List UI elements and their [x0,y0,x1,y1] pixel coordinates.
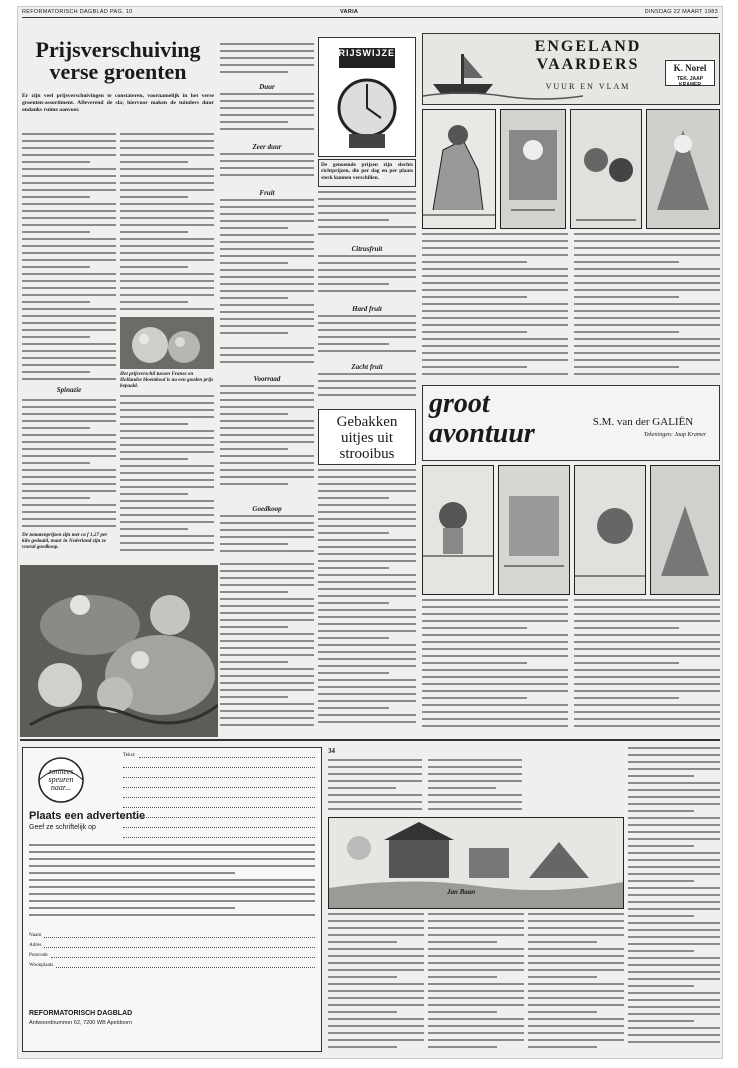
newspaper-sheet [17,6,723,1059]
field-adres-input[interactable] [44,942,315,948]
engeland-author-box [665,60,715,86]
prices-duur [220,93,314,137]
engeland-text-col1 [422,233,568,381]
groot-artist: Tekeningen: Jaap Kramer [643,432,707,438]
prijswijzer-text [318,191,416,241]
photo-groenten [20,565,218,737]
field-naam-label: Naam [29,932,42,938]
field-woonplaats-input[interactable] [56,962,315,968]
subhead-duur: Duur [259,83,275,91]
groot-author: S.M. van der GALIËN [592,416,694,428]
comic-panel-3 [570,109,642,229]
ad-subtitle: Geef ze schriftelijk op [29,824,96,831]
goedkoop-text [220,515,314,559]
serial-col1 [328,913,424,1053]
comic-panel-2 [500,109,566,229]
ad-footer: REFORMATORISCH DAGBLAD [29,1010,133,1017]
engeland-subtitle: VUUR EN VLAM [545,82,631,91]
groot-title-line2: avontuur [429,418,535,449]
article-body-col2b [120,395,214,555]
field-postcode-label: Postcode [29,952,48,958]
ad-title: Plaats een advertentie [29,810,146,822]
ad-tekst-label: Tekst: [123,752,136,758]
serial-signature: Jan Baan [447,888,476,896]
ad-fields [29,932,315,972]
field-woonplaats-label: Woonplaats [29,962,54,968]
subhead-voorraad: Voorraad [253,375,281,383]
prices-zeer-duur [220,153,314,183]
header-rule [22,17,718,18]
groot-panel-3 [574,465,646,595]
subhead-hard-fruit: Hard fruit [352,305,382,313]
serial-col3 [528,913,624,1053]
article-body-col1b [22,399,116,529]
prices-top [220,43,314,79]
section-divider [20,739,720,741]
ad-form [22,747,322,1052]
comic-panel-4 [646,109,720,229]
voorraad-text [220,385,314,495]
photo-bloemkool [120,317,214,369]
caption-bloemkool: Het prijsverschil tussen Franse en Hollandse bloemkool is na een goeden prijs bepaald. [120,371,214,389]
ad-footer-address: Antwoordnummer 62, 7200 WB Apeldoorn [29,1020,133,1026]
prijswijzer-title: PRIJSWIJZER [331,48,403,58]
field-naam-input[interactable] [44,932,315,938]
caption-groenten: De tomatenprijzen zijn met ca f 1,27 per kilo gedaald, maar in Nederland zijn ze vooral goedkoop. [22,532,108,550]
citrusfruit-text [318,255,416,299]
ad-tekst-line-3[interactable] [123,782,315,788]
article-body-col2 [120,133,214,313]
field-adres-label: Adres [29,942,42,948]
ad-badge-line3: naar... [50,783,72,792]
article-title-line2: verse groenten [49,59,187,84]
groot-text-col1 [422,599,568,733]
ad-tekst-line-8[interactable] [123,832,315,838]
prijswijzer-intro: De genoemde prijzen zijn slechts richtprijzen, die per dag en per plaats sterk kunnen verschillen. [318,159,416,187]
engeland-text-col2 [574,233,720,381]
ad-tekst-line-5[interactable] [123,802,315,808]
subhead-goedkoop: Goedkoop [252,505,282,513]
fruit-text-b [220,347,314,371]
goedkoop-text-b [220,563,314,733]
engeland-artist: TEK. JAAP KRAMER [676,76,704,88]
engeland-title-line2: VAARDERS [536,56,640,73]
groot-title-line1: groot [429,388,490,419]
ad-tekst-line-4[interactable] [123,792,315,798]
comic-panel-1 [422,109,496,229]
ad-badge-line2: speuren [48,775,74,784]
groot-panel-1 [422,465,494,595]
subhead-citrusfruit: Citrusfruit [351,245,383,253]
ad-text-area [123,752,315,842]
serial-number: 34 [328,747,335,755]
hard-fruit-text [318,315,416,359]
article-body-col1 [22,133,116,383]
zacht-fruit-text [318,373,416,403]
groot-text-col2 [574,599,720,733]
header-left: REFORMATORISCH DAGBLAD PAG. 10 [22,9,133,15]
subhead-spinazie: Spinazie [56,386,82,394]
gebakken-title-line3: strooibus [339,446,395,462]
ad-tekst-line-6[interactable] [123,812,315,818]
subhead-zacht-fruit: Zacht fruit [351,363,383,371]
groot-panel-4 [650,465,720,595]
header-right: DINSDAG 22 MAART 1983 [644,9,718,15]
ad-badge [29,754,93,806]
ad-tekst-line-7[interactable] [123,822,315,828]
serial-col4 [628,747,720,1053]
engeland-title-line1: ENGELAND [534,38,642,55]
engeland-header [422,33,720,105]
serial-text-top [328,759,422,813]
field-postcode-input[interactable] [51,952,315,958]
ad-tekst-line-1[interactable] [123,762,315,768]
subhead-fruit: Fruit [259,189,275,197]
gebakken-title-line2: uitjes uit [340,430,394,446]
ad-tekst-line-2[interactable] [123,772,315,778]
engeland-author: K. Norel [673,63,707,73]
groot-panel-2 [498,465,570,595]
gebakken-title-line1: Gebakken [336,414,398,430]
prijswijzer-logo [318,37,416,157]
ad-instructions [29,844,315,924]
gebakken-text [318,469,416,733]
ad-tekst-line-0[interactable] [139,752,315,758]
serial-col2 [428,913,524,1053]
fruit-text [220,199,314,339]
serial-text-top-2 [428,759,522,813]
article-title-line1: Prijsverschuiving [35,37,201,62]
article-lead: Er zijn veel prijsverschuivingen te constateren, voornamelijk in het verse groenten-assortiment. Afleverend de sla; hiervoor maken de tuinders duur ondanks ruime aanvoer. [22,93,214,113]
ad-badge-line1: zonnees [48,767,74,776]
subhead-zeer-duur: Zeer duur [252,143,282,151]
groot-header [422,385,720,461]
serial-illustration [328,817,624,909]
gebakken-title-box [318,409,416,465]
header-center: VARIA [340,9,359,15]
